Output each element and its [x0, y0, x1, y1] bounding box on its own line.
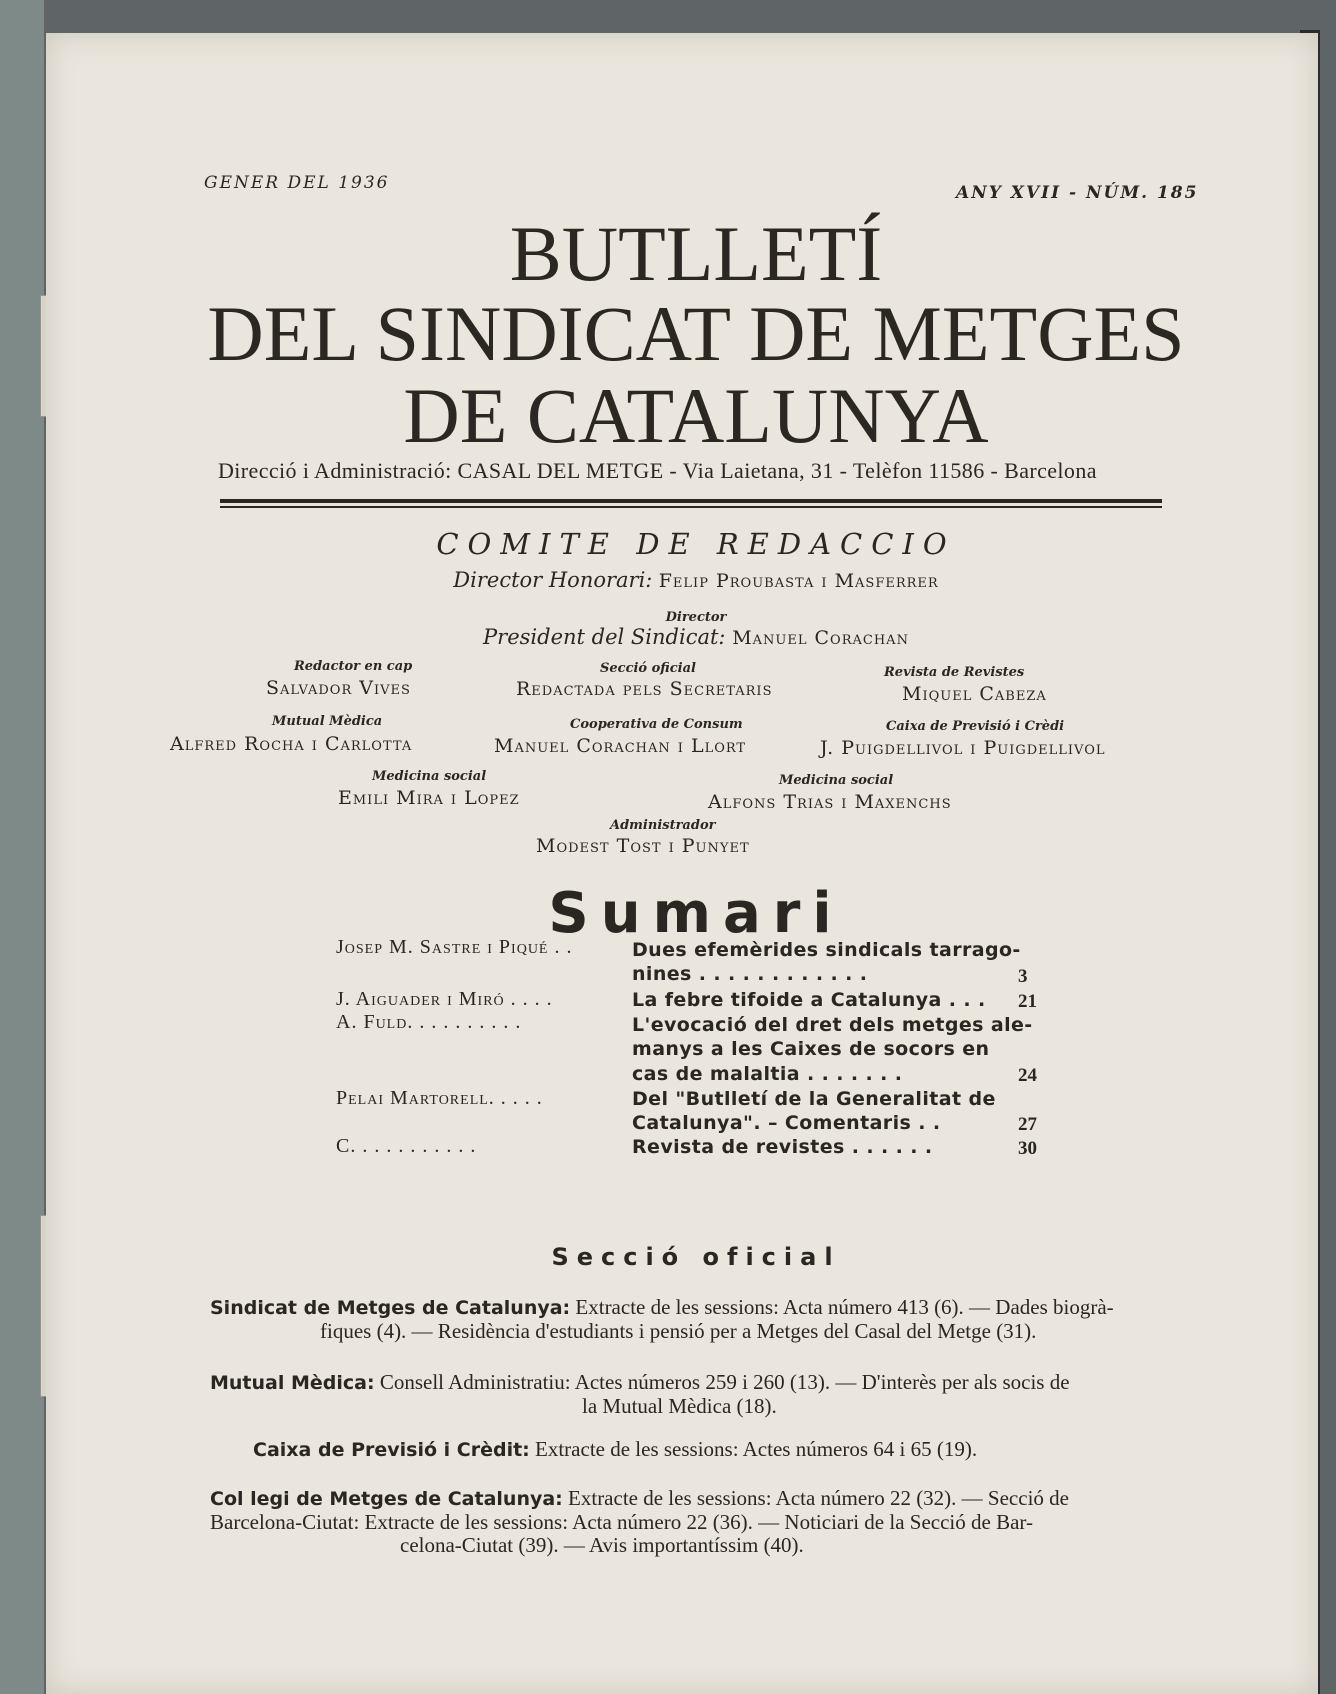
paragraph-label: Col legi de Metges de Catalunya:: [210, 1488, 563, 1510]
toc-page: 21: [1018, 991, 1037, 1012]
toc-author: Pelai Martorell. . . . .: [336, 1087, 543, 1109]
director-label: Director: [665, 610, 727, 625]
toc-title: L'evocació del dret dels metges ale-: [632, 1014, 1033, 1036]
toc-title: cas de malaltia . . . . . . .: [632, 1063, 903, 1085]
honorary-director: [46, 568, 1336, 592]
toc-title: Dues efemèrides sindicals tarrago-: [632, 939, 1021, 961]
toc-author: C. . . . . . . . . . .: [336, 1135, 477, 1157]
member-role: Caixa de Previsió i Crèdi: [886, 719, 1065, 734]
member-name: Alfons Trias i Maxenchs: [708, 791, 952, 813]
paragraph-text: Extracte de les sessions: Actes números 64 i 65 (19).: [535, 1437, 978, 1461]
divider-rule: [220, 499, 1162, 503]
member-name: Alfred Rocha i Carlotta: [170, 733, 413, 755]
section-paragraph: [210, 1371, 1160, 1418]
title-line-3: DE CATALUNYA: [403, 372, 989, 459]
member-role: Redactor en cap: [294, 659, 413, 674]
member-role: Administrador: [610, 818, 716, 833]
official-section-heading: Secció oficial: [551, 1243, 841, 1271]
paragraph-text: celona-Ciutat (39). — Avis importantíssim (40).: [400, 1533, 804, 1557]
member-role: Cooperativa de Consum: [570, 717, 743, 732]
president: [46, 625, 1336, 649]
toc-author: Josep M. Sastre i Piqué . .: [336, 936, 573, 958]
president-label: President del Sindicat:: [483, 625, 726, 649]
binding-spine: [0, 0, 44, 1694]
toc-page: 24: [1018, 1065, 1037, 1086]
member-name: Emili Mira i Lopez: [338, 787, 520, 809]
address-line: Direcció i Administració: CASAL DEL METGE - Via Laietana, 31 - Telèfon 11586 - Barcelona: [218, 458, 1097, 483]
paragraph-text: fiques (4). — Residència d'estudiants i pensió per a Metges del Casal del Metge (31).: [320, 1319, 1037, 1343]
title-line-2: DEL SINDICAT DE METGES: [207, 290, 1185, 377]
member-role: Revista de Revistes: [884, 665, 1025, 680]
issue-date: GENER DEL 1936: [204, 173, 390, 193]
member-name: Modest Tost i Punyet: [536, 835, 750, 857]
honorary-label: Director Honorari:: [453, 568, 653, 592]
toc-title: manys a les Caixes de socors en: [632, 1038, 990, 1060]
title-line-1: BUTLLETÍ: [509, 210, 883, 297]
section-paragraph: [253, 1438, 1203, 1462]
section-paragraph: [210, 1487, 1160, 1557]
paragraph-label: Sindicat de Metges de Catalunya:: [210, 1297, 571, 1319]
paragraph-text: la Mutual Mèdica (18).: [582, 1394, 777, 1418]
toc-page: 3: [1018, 966, 1028, 987]
toc-title: La febre tifoide a Catalunya . . .: [632, 989, 986, 1011]
toc-title: Catalunya". – Comentaris . .: [632, 1112, 941, 1134]
toc-title: nines . . . . . . . . . . . .: [632, 963, 868, 985]
issue-number: ANY XVII - NÚM. 185: [956, 183, 1199, 203]
honorary-name: Felip Proubasta i Masferrer: [658, 570, 939, 592]
toc-page: 30: [1018, 1138, 1037, 1159]
paragraph-label: Caixa de Previsió i Crèdit:: [253, 1439, 530, 1461]
committee-heading: COMITE DE REDACCIO: [436, 527, 956, 561]
president-name: Manuel Corachan: [732, 627, 909, 649]
toc-page: 27: [1018, 1114, 1037, 1135]
toc-author: J. Aiguader i Miró . . . .: [336, 988, 553, 1010]
paragraph-text: Extracte de les sessions: Acta número 22 (32). — Secció de: [568, 1486, 1069, 1510]
member-name: Redactada pels Secretaris: [516, 678, 773, 700]
member-name: Miquel Cabeza: [902, 683, 1047, 705]
paragraph-text: Consell Administratiu: Actes números 259 i 260 (13). — D'interès per als socis de: [379, 1370, 1070, 1394]
toc-title: Del "Butlletí de la Generalitat de: [632, 1088, 996, 1110]
toc-author: A. Fuld. . . . . . . . . .: [336, 1011, 522, 1033]
divider-rule: [220, 506, 1162, 508]
member-role: Mutual Mèdica: [272, 714, 383, 729]
member-role: Medicina social: [372, 769, 487, 784]
section-paragraph: [210, 1296, 1160, 1343]
document-page: [46, 33, 1318, 1694]
toc-title: Revista de revistes . . . . . .: [632, 1136, 933, 1158]
member-role: Medicina social: [779, 773, 894, 788]
member-name: J. Puigdellivol i Puigdellivol: [820, 737, 1106, 759]
summary-heading: Sumari: [548, 881, 844, 946]
member-role: Secció oficial: [600, 661, 696, 676]
paragraph-label: Mutual Mèdica:: [210, 1372, 375, 1394]
member-name: Manuel Corachan i Llort: [494, 735, 747, 757]
paragraph-text: Barcelona-Ciutat: Extracte de les sessions: Acta número 22 (36). — Noticiari de la Secció de Bar-: [210, 1510, 1033, 1534]
member-name: Salvador Vives: [266, 677, 411, 699]
paragraph-text: Extracte de les sessions: Acta número 413 (6). — Dades biogrà-: [575, 1295, 1114, 1319]
